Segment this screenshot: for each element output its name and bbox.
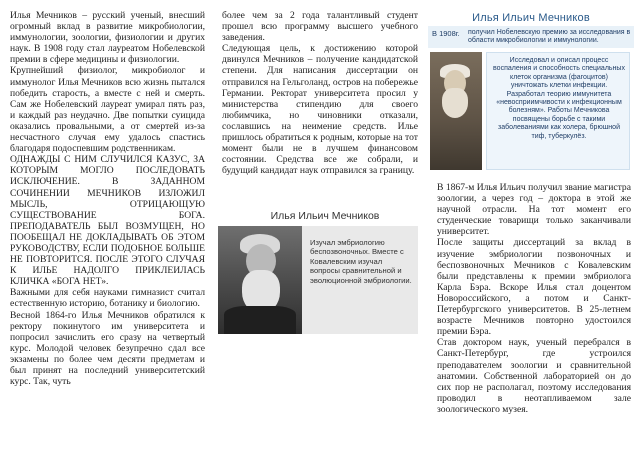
paragraph-university: Весной 1864-го Илья Мечников обратился к ректору покинутого им университета и попросил зачислить его сразу на четвертый курс. Молодой человек безупречно сдал все экзамены по более чем десяти предметам и был принят на последний университетский курс. Так, чуть	[10, 309, 205, 388]
text-column-middle	[222, 10, 418, 176]
paragraph-caps-story: ОДНАЖДЫ С НИМ СЛУЧИЛСЯ КАЗУС, ЗА КОТОРЫМ МОГЛО ПОСЛЕДОВАТЬ ИСКЛЮЧЕНИЕ. В ЗАДАННОМ СОЧИНЕНИИ МЕЧНИКОВ ИЗЛОЖИЛ МЫСЛЬ, ОТРИЦАЮЩУЮ СУЩЕСТВОВАНИЕ БОГА. ПРЕПОДАВАТЕЛЬ БЫЛ ВОЗМУЩЕН, НО ПООБЕЩАЛ НЕ ДОКЛАДЫВАТЬ ОБ ЭТОМ РУКОВОДСТВУ, ЕСЛИ ПОДОБНОЕ БОЛЬШЕ НЕ ПОВТОРИТСЯ. ПОСЛЕ ЭТОГО СЛУЧАЯ К ИЛЬЕ НАДОЛГО ПРИКЛЕИЛАСЬ КЛИЧКА «БОГА НЕТ».	[10, 154, 205, 288]
text-column-right	[437, 182, 631, 415]
panel-text-box	[486, 52, 630, 170]
paragraph-intro: Илья Мечников – русский ученый, внесший огромный вклад в развитие микробиологии, иммунологии, зоологии, физиологии и других наук. В 1908 году стал лауреатом Нобелевской премии в сфере медицины и физиологии.	[10, 10, 205, 66]
paragraph-sciences: Важными для себя науками гимназист считал естественную историю, ботанику и биологию.	[10, 287, 205, 310]
paragraph-aging: Крупнейший физиолог, микробиолог и иммунолог Илья Мечников всю жизнь пытался победить старость, а вместе с ней и смерть. Сам же Нобелевский лауреат умирал пять раз, и каждый раз неудачно. Две попытки суицида оказались провальными, а от смертей из-за несчастного случая ему удалось спастись благодаря подоспевшим родственникам.	[10, 65, 205, 155]
panel-text: Исследовал и описал процесс воспаления и способность специальных клеток организма (фагоцитов) уничтожать клетки инфекции. Разработал теорию иммунитета «невосприимчивости к инфекционным болезням». Работы Мечникова посвящены борьбе с такими заболеваниями как холера, брюшной тиф, туберкулёз.	[493, 57, 625, 140]
portrait-photo	[218, 226, 302, 334]
paragraph-baer-prize: После защиты диссертаций за вклад в изучение эмбриологии позвоночных и беспозвоночных Мечников с Ковалевским были представлены к премии эмбриолога Карла Бэра. Вскоре Илья стал доцентом Новороссийского, а потом и Санкт-Петербургского университетов. В 25-летнем возрасте Мечников повторно удостоился премии Бэра.	[437, 237, 631, 338]
paragraph-master: В 1867-м Илья Ильич получил звание магистра зоологии, а через год – доктора в этой же научной отрасли. На тот момент его студенческие товарищи только заканчивали университет.	[437, 182, 631, 238]
panel-title: Илья Ильич Мечников	[472, 12, 590, 24]
info-panel	[428, 10, 634, 174]
portrait-title: Илья Ильич Мечников	[270, 210, 380, 222]
paragraph-petersburg: Став доктором наук, ученый перебрался в Санкт-Петербург, где устроился преподавателем зоологии и сравнительной анатомии. Собственной лабораторией он до сих пор не располагал, поэтому исследования проводил в неотапливаемом зале зоологического музея.	[437, 337, 631, 415]
paragraph-graduation: более чем за 2 года талантливый студент прошел всю программу высшего учебного заведения.	[222, 10, 418, 44]
portrait-card	[218, 226, 418, 334]
panel-photo	[430, 52, 482, 170]
portrait-caption: Изучал эмбриологию беспозвоночных. Вместе с Ковалевским изучал вопросы сравнительной и эволюционной эмбриологии.	[310, 238, 412, 285]
panel-subtitle: получил Нобелевскую премию за исследования в области микробиологии и иммунологии.	[468, 29, 631, 44]
panel-year: В 1908г.	[432, 29, 460, 38]
text-column-left	[10, 10, 205, 387]
paragraph-dissertation: Следующая цель, к достижению которой двинулся Мечников – получение кандидатской степени. Для написания диссертации он отправился на Гельголанд, остров на побережье Германии. Ректорат университета просил у министерства стипендию для своего любимчика, но чиновники отказали, сославшись на неимение средств. Илье пришлось обратиться к родным, которые на тот момент были не в лучшем финансовом состоянии. Средства все же собрали, и будущий кандидат наук отправился за границу.	[222, 43, 419, 177]
